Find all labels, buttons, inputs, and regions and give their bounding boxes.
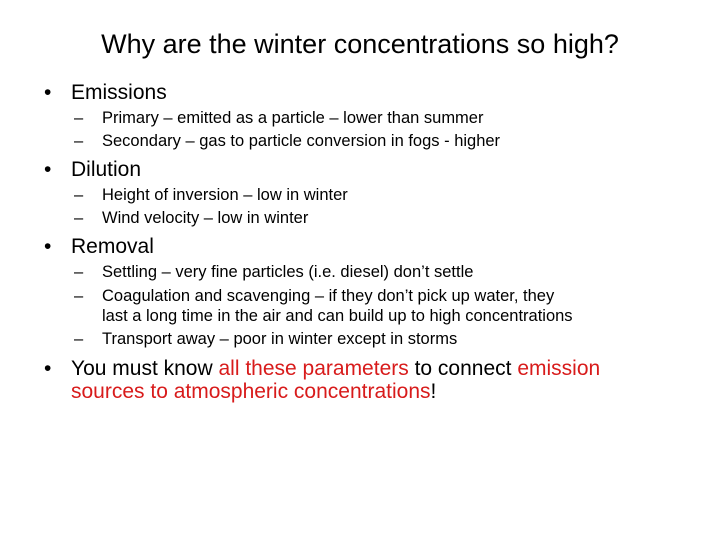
dash-icon: – (74, 330, 84, 348)
conclusion-text: to connect (408, 357, 518, 380)
sub-item-text: Transport away – poor in winter except in storms (102, 330, 458, 348)
conclusion-highlight: sources to atmospheric concentrations (71, 380, 431, 403)
bullet-icon: • (44, 357, 52, 380)
conclusion-exclamation: ! (430, 380, 437, 403)
bullet-icon: • (44, 158, 52, 181)
dash-icon: – (74, 186, 84, 204)
sub-item-text: Secondary – gas to particle conversion in fogs - higher (102, 132, 501, 150)
bullet-heading: Dilution (71, 158, 142, 181)
conclusion-text: You must know (71, 357, 219, 380)
conclusion-highlight: emission (517, 357, 601, 380)
conclusion-line-1 (71, 356, 600, 381)
sub-item-text: last a long time in the air and can build up to high concentrations (102, 307, 573, 325)
conclusion-line-2-text (71, 379, 436, 404)
sub-item-text: Settling – very fine particles (i.e. diesel) don’t settle (102, 263, 474, 281)
dash-icon: – (74, 263, 84, 281)
sub-item-text: Wind velocity – low in winter (102, 209, 309, 227)
dash-icon: – (74, 209, 84, 227)
sub-item-text: Height of inversion – low in winter (102, 186, 348, 204)
bullet-heading: Removal (71, 235, 154, 258)
bullet-heading: Emissions (71, 81, 167, 104)
bullet-icon: • (44, 235, 52, 258)
conclusion-highlight: all these parameters (218, 357, 409, 380)
slide-title: Why are the winter concentrations so high? (101, 29, 619, 59)
bullet-icon: • (44, 81, 52, 104)
sub-item-text: Primary – emitted as a particle – lower than summer (102, 109, 484, 127)
dash-icon: – (74, 287, 84, 305)
sub-item-text: Coagulation and scavenging – if they don’t pick up water, they (102, 287, 555, 305)
dash-icon: – (74, 132, 84, 150)
dash-icon: – (74, 109, 84, 127)
